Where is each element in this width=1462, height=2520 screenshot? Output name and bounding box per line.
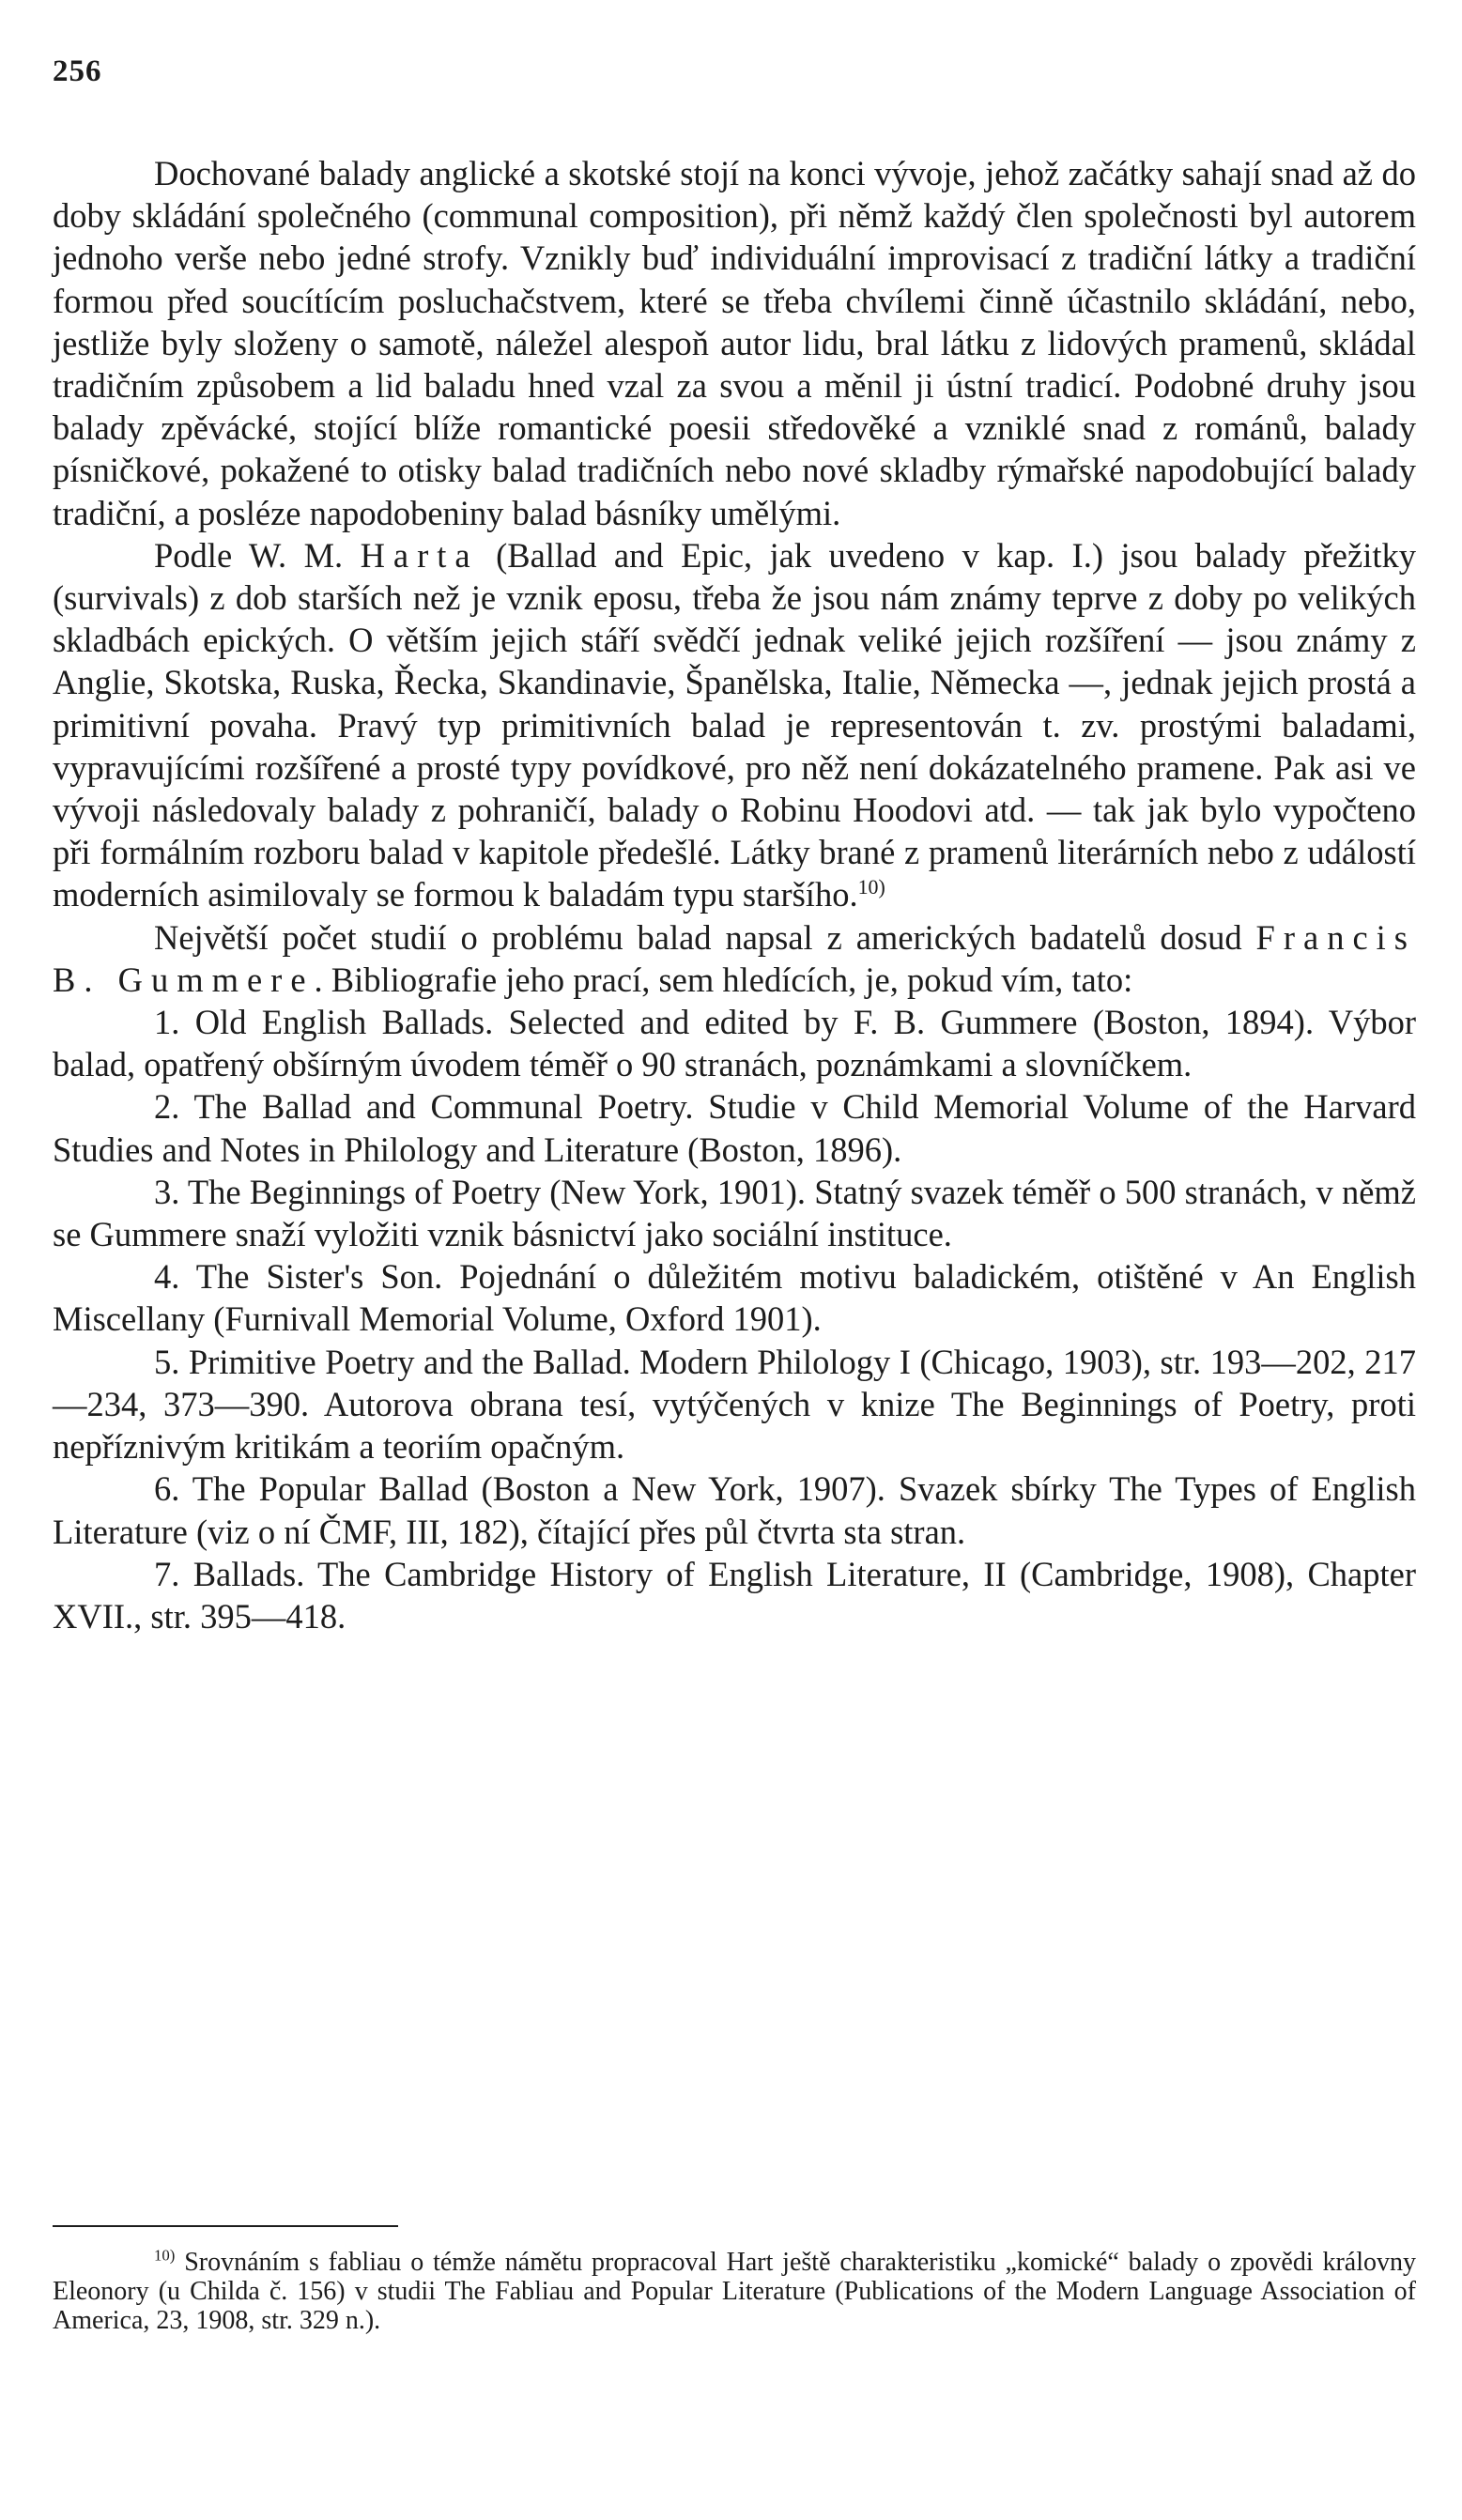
bibliography-item-1: 1. Old English Ballads. Selected and edited by F. B. Gummere (Boston, 1894). Výbor balad, opatřený obšírným úvodem téměř o 90 stranách, poznámkami a slovníčkem. — [53, 1003, 1416, 1084]
paragraph-gummere-intro — [53, 916, 1416, 1001]
main-text — [53, 152, 1416, 1637]
paragraph-ballad-origins: Dochované balady anglické a skotské stojí na konci vývoje, jehož začátky sahají snad až do doby skládání společného (communal composition), při němž každý člen společnosti byl autorem jednoho verše nebo jedné strofy. Vznikly buď individuální improvisací z tradiční látky a tradiční formou před soucítícím posluchačstvem, které se třeba chvílemi činně účastnilo skládání, nebo, jestliže byly složeny o samotě, náležel alespoň autor lidu, bral látku z lidových pramenů, skládal tradičním způsobem a lid baladu hned vzal za svou a měnil ji ústní tradicí. Podobné druhy jsou balady zpěvácké, stojící blíže romantické poesii středověké a vzniklé snad z románů, balady písničkové, pokažené to otisky balad tradičních nebo nové skladby rýmařské napodobující balady tradiční, a posléze napodobeniny balad básníky umělými. — [53, 154, 1416, 532]
text-segment: (Ballad and Epic, jak uvedeno v kap. I.) jsou balady přežitky (survivals) z dob starších než je vznik eposu, třeba že jsou nám známy teprve z doby po velikých skladbách epických. O větším jejich stáří svědčí jednak veliké jejich rozšíření — jsou známy z Anglie, Skotska, Ruska, Řecka, Skandinavie, Španělska, Italie, Německa —, jednak jejich prostá a primitivní povaha. Pravý typ primitivních balad je representován t. zv. prostými baladami, vypravujícími rozšířené a prosté typy povídkové, pro něž není dokázatelného pramene. Pak asi ve vývoji následovaly balady z pohraničí, balady o Robinu Hoodovi atd. — tak jak bylo vypočteno při formálním rozboru balad v kapitole předešlé. Látky brané z pramenů literárních nebo z událostí moderních asimilovaly se formou k baladám typu staršího. — [53, 535, 1416, 914]
footnote — [53, 2248, 1416, 2335]
footnote-mark: 10) — [154, 2246, 176, 2265]
bibliography-item-7: 7. Ballads. The Cambridge History of English Literature, II (Cambridge, 1908), Chapter XVII., str. 395—418. — [53, 1554, 1416, 1636]
author-name-hart: Harta — [360, 535, 479, 575]
footnote-divider — [53, 2225, 398, 2227]
paragraph-hart-theory — [53, 534, 1416, 916]
text-segment: . Bibliografie jeho prací, sem hledících, je, pokud vím, tato: — [314, 960, 1133, 999]
bibliography-item-6: 6. The Popular Ballad (Boston a New York, 1907). Svazek sbírky The Types of English Literature (viz o ní ČMF, III, 182), čítající přes půl čtvrta sta stran. — [53, 1469, 1416, 1551]
bibliography-item-2: 2. The Ballad and Communal Poetry. Studie v Child Memorial Volume of the Harvard Studies and Notes in Philology and Literature (Boston, 1896). — [53, 1087, 1416, 1169]
author-name-gummere: Francis B. Gummere — [53, 917, 1416, 999]
page-number: 256 — [53, 54, 102, 88]
footnote-reference: 10) — [857, 875, 885, 899]
text-segment: Největší počet studií o problému balad napsal z amerických badatelů dosud — [154, 917, 1256, 957]
bibliography-item-4: 4. The Sister's Son. Pojednání o důležitém motivu baladickém, otištěné v An English Miscellany (Furnivall Memorial Volume, Oxford 1901). — [53, 1257, 1416, 1339]
bibliography-item-5: 5. Primitive Poetry and the Ballad. Modern Philology I (Chicago, 1903), str. 193—202, 217—234, 373—390. Autorova obrana tesí, vytýčených v knize The Beginnings of Poetry, proti nepříznivým kritikám a teoriím opačným. — [53, 1342, 1416, 1467]
footnote-text: Srovnáním s fabliau o témže námětu propracoval Hart ještě charakteristiku „komické“ balady o zpovědi královny Eleonory (u Childa č. 156) v studii The Fabliau and Popular Literature (Publications of the Modern Language Association of America, 23, 1908, str. 329 n.). — [53, 2248, 1416, 2335]
text-segment: Podle W. M. — [154, 535, 361, 575]
bibliography-item-3: 3. The Beginnings of Poetry (New York, 1901). Statný svazek téměř o 500 stranách, v němž se Gummere snaží vyložiti vznik básnictví jako sociální instituce. — [53, 1172, 1416, 1254]
